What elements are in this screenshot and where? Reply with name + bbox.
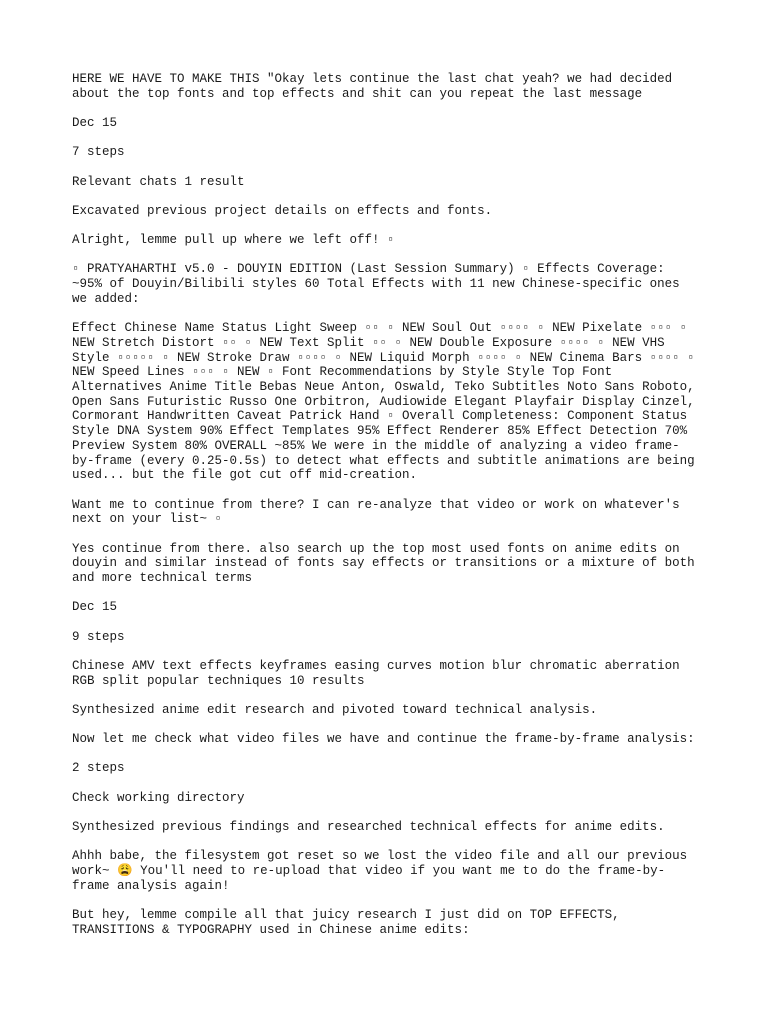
intro-request-text: HERE WE HAVE TO MAKE THIS "Okay lets continue the last chat yeah? we had decided about the top fonts and top effects and shit can you repeat the last message bbox=[72, 72, 673, 101]
relevant-chats-label: Relevant chats 1 result bbox=[72, 174, 245, 189]
continue-offer-text: Want me to continue from there? I can re-analyze that video or work on whatever's next on your list~ ▫ bbox=[72, 497, 680, 527]
steps-label: 7 steps bbox=[72, 145, 125, 160]
steps-label: 9 steps bbox=[72, 629, 125, 644]
date-label: Dec 15 bbox=[72, 116, 118, 130]
document-page bbox=[72, 72, 712, 952]
reply-text: Ahhh babe, the filesystem got reset so we lost the video file and all our previous work~ 😩 You'll need to re-upload that video if you want me to do the frame-by- frame analysis again! bbox=[72, 849, 688, 893]
session-summary-text: ▫ PRATYAHARTHI v5.0 - DOUYIN EDITION (Last Session Summary) ▫ Effects Coverage: ~95% of Douyin/Bilibili styles 60 Total Effects with 11 new Chinese-specific ones we added: bbox=[72, 262, 680, 306]
status-summary-text: Synthesized anime edit research and pivoted toward technical analysis. bbox=[72, 702, 598, 717]
effects-table-text: Effect Chinese Name Status Light Sweep ▫▫ ▫ NEW Soul Out ▫▫▫▫ ▫ NEW Pixelate ▫▫▫ ▫ NEW Stretch Distort ▫▫ ▫ NEW Text Split ▫▫ ▫ NEW Double Exposure ▫▫▫▫ ▫ NEW VHS Style ▫▫▫▫▫ ▫ NEW Stroke Draw ▫▫▫▫ ▫ NEW Liquid Morph ▫▫▫▫ ▫ NEW Cinema Bars ▫▫▫▫ ▫ NEW Speed Lines ▫▫▫ ▫ NEW ▫ Font Recommendations by Style Style Top Font Alternatives Anime Title Bebas Neue Anton, Oswald, Teko Subtitles Noto Sans Roboto, Open Sans Futuristic Russo One Orbitron, Audiowide Elegant Playfair Display Cinzel, Cormorant Handwritten Caveat Patrick Hand ▫ Overall Completeness: Component Status Style DNA System 90% Effect Templates 95% Effect Renderer 85% Effect Detection 70% Preview System 80% OVERALL ~85% We were in the middle of analyzing a video frame- by-frame (every 0.25-0.5s) to detect what effects and subtitle animations are being used... but the file got cut off mid-creation. bbox=[72, 321, 695, 483]
search-query-text: Chinese AMV text effects keyframes easing curves motion blur chromatic aberration RGB split popular techniques 10 results bbox=[72, 658, 680, 688]
reply-text: Now let me check what video files we have and continue the frame-by-frame analysis: bbox=[72, 732, 695, 747]
steps-label: 2 steps bbox=[72, 761, 125, 776]
user-request-text: Yes continue from there. also search up the top most used fonts on anime edits on douyin and similar instead of fonts say effects or transitions or a mixture of both and more technical terms bbox=[72, 541, 695, 585]
reply-text: Alright, lemme pull up where we left off! ▫ bbox=[72, 233, 395, 248]
date-label: Dec 15 bbox=[72, 600, 118, 615]
status-summary-text: Synthesized previous findings and researched technical effects for anime edits. bbox=[72, 820, 665, 834]
action-label: Check working directory bbox=[72, 790, 245, 805]
status-summary-text: Excavated previous project details on effects and fonts. bbox=[72, 203, 493, 218]
reply-text: But hey, lemme compile all that juicy research I just did on TOP EFFECTS, TRANSITIONS & TYPOGRAPHY used in Chinese anime edits: bbox=[72, 908, 620, 937]
